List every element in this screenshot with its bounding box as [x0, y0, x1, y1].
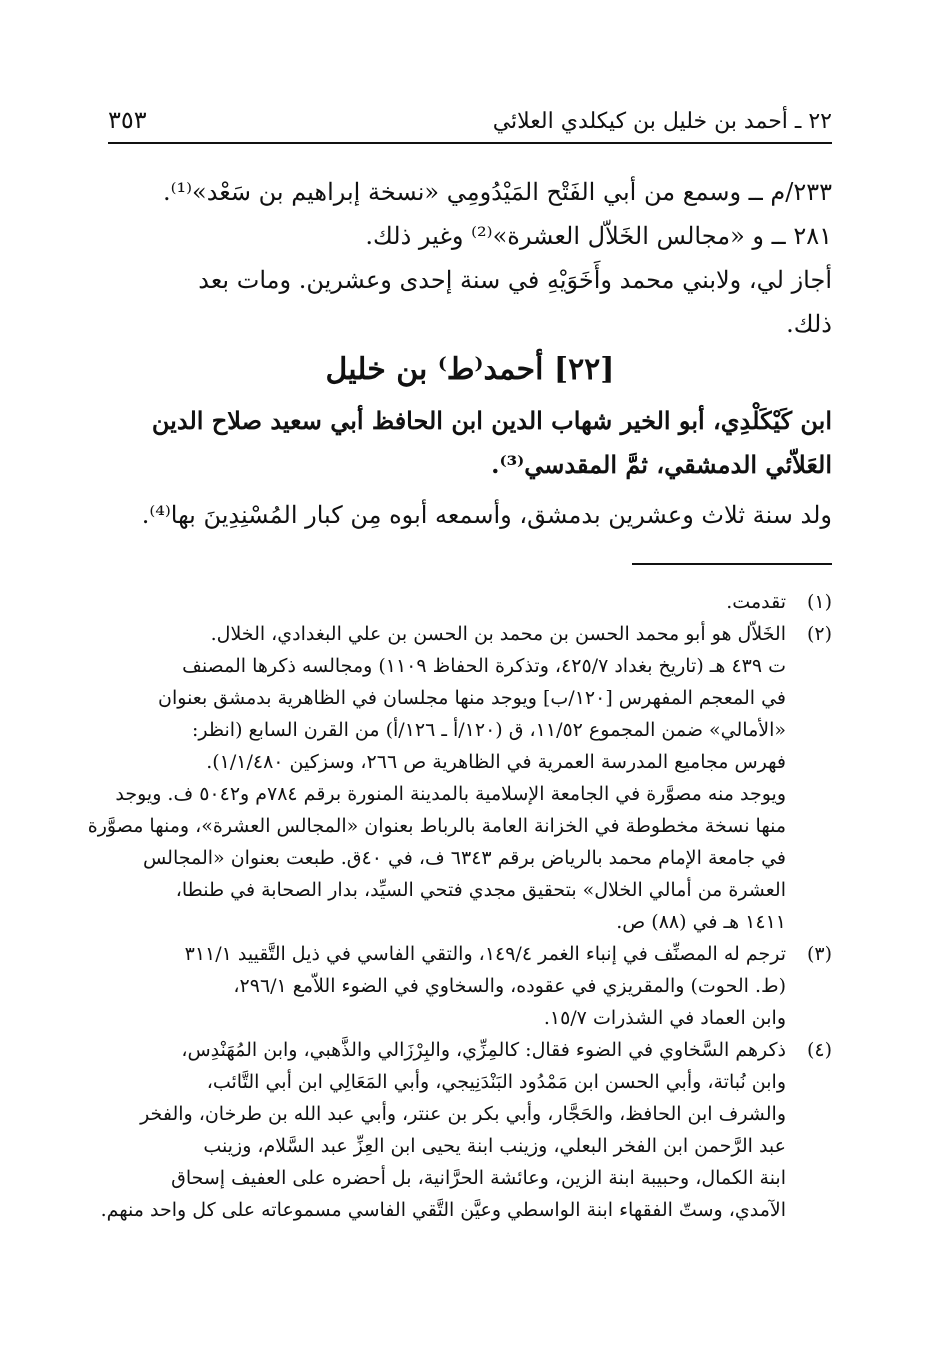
text-line-2: ٢٨١ ــ و «مجالس الخَلاّل العشرة»⁽²⁾ وغير ذلك. [365, 222, 832, 250]
page-number: ٣٥٣ [108, 106, 147, 134]
footnote-2 [87, 618, 832, 938]
footnote-line: في المعجم المفهرس [١٢٠/ب] ويوجد منها مجلسان في الظاهرية بدمشق بعنوان [158, 687, 786, 709]
footnote-separator [632, 563, 832, 565]
footnote-line: عبد الرَّحمن ابن الفخر البعلي، وزينب ابنة يحيى ابن العِزِّ عبد السَّلام، وزينب [203, 1135, 786, 1157]
footnote-line: وابن العماد في الشذرات ١٥/٧. [543, 1007, 786, 1029]
footnote-line: (ط. الحوت) والمقريزي في عقوده، والسخاوي في الضوء اللاّمع ٢٩٦/١، [233, 975, 786, 997]
page-header [108, 84, 832, 144]
footnote-1 [108, 586, 832, 618]
bio-line-1: ابن كَيْكَلْدِي، أبو الخير شهاب الدين ابن الحافظ أبي سعيد صلاح الدين [151, 406, 832, 435]
footnote-line: وابن نُباتة، وأبي الحسن ابن مَمْدُود البَنْدَنِيجي، وأبي المَعَالِي ابن أبي التَّائب، [206, 1071, 786, 1093]
footnote-number: (٤) [806, 1039, 832, 1061]
footnote-line: الآمدي، وستّ الفقهاء ابنة الواسطي وعيَّن التَّقي الفاسي مسموعاته على كل واحد منهم. [100, 1199, 786, 1221]
footnote-line: منها نسخة مخطوطة في الخزانة العامة بالرباط بعنوان «المجالس العشرة»، ومنها مصوَّرة [87, 815, 786, 837]
footnote-number: (٣) [806, 943, 832, 965]
footnote-line: ترجم له المصنِّف في إنباء الغمر ١٤٩/٤، والتقي الفاسي في ذيل التَّقييد ٣١١/١ [184, 943, 786, 965]
footnote-number: (٢) [806, 623, 832, 645]
footnote-line: ١٤١١ هـ في (٨٨) ص. [616, 911, 786, 933]
footnote-line: ابنة الكمال، وحبيبة ابنة الزين، وعائشة الحرَّانية، بل أحضره على العفيف إسحاق [171, 1167, 786, 1189]
bio-line-2: العَلاّئي الدمشقي، ثمَّ المقدسي⁽³⁾. [491, 450, 832, 479]
text-line-1: ٢٣٣/م ــ وسمع من أبي الفَتْح المَيْدُومِي «نسخة إبراهيم بن سَعْد»⁽¹⁾. [162, 178, 832, 206]
footnote-3 [108, 938, 832, 1034]
footnote-line: العشرة من أمالي الخلال» بتحقيق مجدي فتحي السيِّد، بدار الصحابة في طنطا، [175, 879, 786, 901]
birth-line: ولد سنة ثلاث وعشرين بدمشق، وأسمعه أبوه مِن كبار المُسْنِدِينَ بها⁽⁴⁾. [141, 501, 832, 529]
footnote-line: تقدمت. [726, 591, 786, 613]
main-text [108, 170, 832, 537]
running-title: ٢٢ ـ أحمد بن خليل بن كيكلدي العلائي [492, 109, 832, 134]
entry-heading: [٢٢] أحمد⁽ط⁾ بن خليل [325, 352, 615, 387]
text-line-4: ذلك. [786, 310, 832, 338]
footnote-line: فهرس مجاميع المدرسة العمرية في الظاهرية ص ٢٦٦، وسزكين ١/١/٤٨٠). [206, 751, 786, 773]
footnote-line: ت ٤٣٩ هـ (تاريخ بغداد ٤٢٥/٧، وتذكرة الحفاظ ١١٠٩) ومجالسه ذكرها المصنف [182, 655, 786, 677]
footnote-line: الخَلاّل هو أبو محمد الحسن بن محمد بن الحسن بن علي البغدادي، الخلال. [210, 623, 786, 645]
footnote-line: ذكرهم السَّخاوي في الضوء فقال: كالمِزِّي، والبِرْزَالي والذَّهبي، وابن المُهَنْدِس، [181, 1039, 786, 1061]
footnote-line: ويوجد منه مصوَّرة في الجامعة الإسلامية بالمدينة المنورة برقم ٧٨٤م و٥٠٤٢ ف. ويوجد [115, 783, 786, 805]
text-line-3: أجاز لي، ولابني محمد وأَخَوَيْهِ في سنة إحدى وعشرين. ومات بعد [198, 266, 832, 294]
footnote-4 [100, 1034, 832, 1226]
footnotes [87, 586, 832, 1226]
footnote-line: «الأمالي» ضمن المجموع ١١/٥٢، ق (١٢٠/أ ـ ١٢٦/أ) من القرن السابع (انظر: [192, 719, 786, 741]
footnote-line: والشرف ابن الحافظ، والحَجَّار، وأبي بكر بن عنتر، وأبي عبد الله بن طرخان، والفخر [140, 1103, 786, 1125]
footnote-line: في جامعة الإمام محمد بالرياض برقم ٦٣٤٣ ف، في ٤٠ق. طبعت بعنوان «المجالس [142, 847, 786, 869]
footnote-number: (١) [806, 591, 832, 613]
